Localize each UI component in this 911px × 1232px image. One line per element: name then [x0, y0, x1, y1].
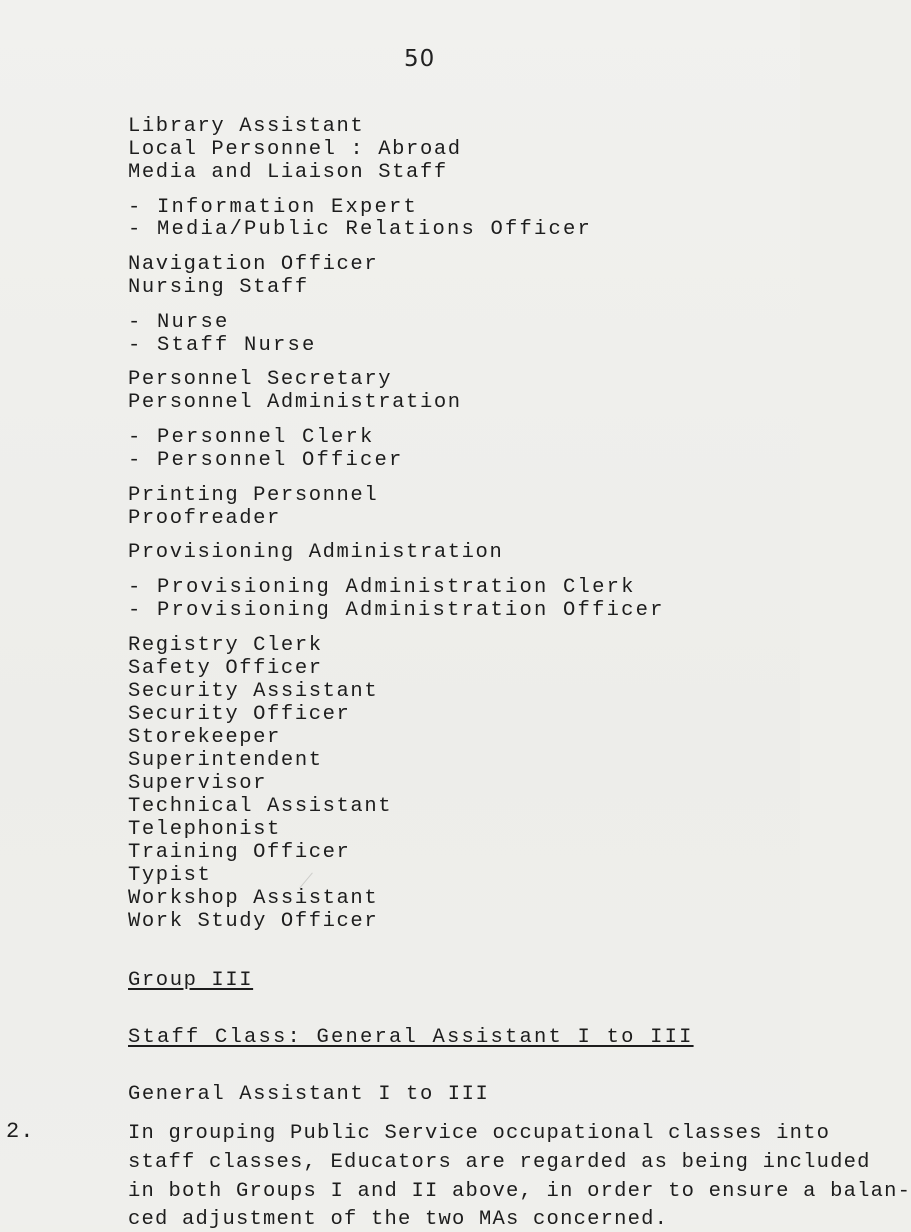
list-item: Work Study Officer	[128, 910, 379, 933]
staff-class-heading: Staff Class: General Assistant I to III	[128, 1026, 694, 1049]
paragraph-line: in both Groups I and II above, in order to ensure a balan-	[128, 1180, 911, 1203]
list-item: Local Personnel : Abroad	[128, 138, 462, 161]
paragraph-number: 2.	[6, 1119, 35, 1144]
paragraph-line: In grouping Public Service occupational classes into	[128, 1122, 831, 1145]
list-item: Navigation Officer	[128, 253, 379, 276]
list-item: Supervisor	[128, 772, 268, 795]
group-heading: Group III	[128, 969, 254, 992]
list-item: Superintendent	[128, 749, 323, 772]
list-item: Personnel Administration	[128, 391, 462, 414]
paragraph-line: ced adjustment of the two MAs concerned.	[128, 1208, 669, 1231]
list-item: Personnel Secretary	[128, 368, 393, 391]
list-item: Library Assistant	[128, 115, 365, 138]
list-item: - Personnel Clerk	[128, 426, 375, 449]
list-item: - Media/Public Relations Officer	[128, 218, 593, 241]
list-item: - Staff Nurse	[128, 334, 317, 357]
list-item: Typist	[128, 864, 212, 887]
paragraph-line: staff classes, Educators are regarded as being included	[128, 1151, 871, 1174]
list-item: Workshop Assistant	[128, 887, 379, 910]
list-item: Media and Liaison Staff	[128, 161, 448, 184]
list-item: Telephonist	[128, 818, 281, 841]
list-item: Storekeeper	[128, 726, 281, 749]
list-item: Printing Personnel	[128, 484, 379, 507]
general-assistant-line: General Assistant I to III	[128, 1083, 490, 1106]
list-item: Technical Assistant	[128, 795, 393, 818]
list-item: Training Officer	[128, 841, 351, 864]
list-item: - Nurse	[128, 311, 230, 334]
list-item: Proofreader	[128, 507, 281, 530]
list-item: Nursing Staff	[128, 276, 309, 299]
list-item: Security Assistant	[128, 680, 379, 703]
list-item: - Personnel Officer	[128, 449, 404, 472]
list-item: - Provisioning Administration Officer	[128, 599, 665, 622]
list-item: Provisioning Administration	[128, 541, 504, 564]
list-item: - Provisioning Administration Clerk	[128, 576, 636, 599]
page-number: 50	[404, 46, 436, 72]
list-item: - Information Expert	[128, 196, 419, 219]
list-item: Security Officer	[128, 703, 351, 726]
list-item: Registry Clerk	[128, 634, 323, 657]
list-item: Safety Officer	[128, 657, 323, 680]
